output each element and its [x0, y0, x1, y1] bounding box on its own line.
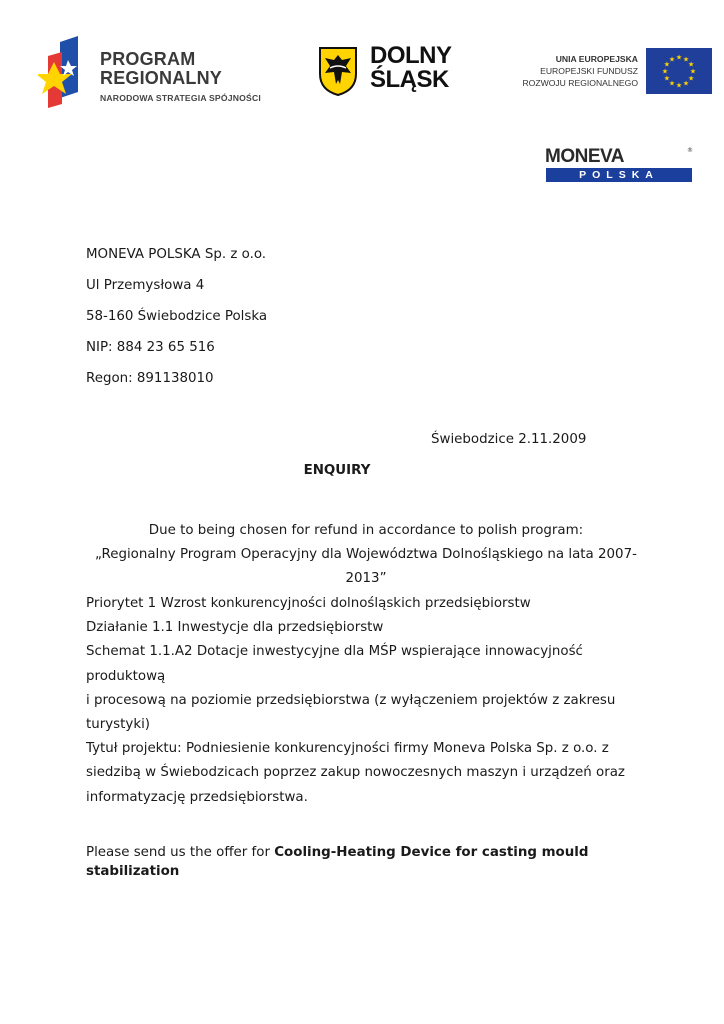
- dolny-slask-logo: [318, 44, 468, 98]
- intro-line: „Regionalny Program Operacyjny dla Województwa Dolnośląskiego na lata 2007-: [95, 547, 637, 563]
- moneva-polska-logo: [545, 147, 695, 183]
- body-line: siedzibą w Świebodzicach poprzez zakup nowoczesnych maszyn i urządzeń oraz: [86, 765, 625, 781]
- eu-star-icon: ★: [682, 79, 690, 88]
- eu-flag-icon: [646, 48, 712, 94]
- logo-text-slask: ŚLĄSK: [370, 66, 449, 93]
- street-address: Ul Przemysłowa 4: [86, 278, 205, 293]
- moneva-logo-sub: POLSKA: [546, 168, 692, 182]
- request-item: Cooling-Heating Device for casting mould: [274, 845, 589, 860]
- body-line: Działanie 1.1 Inwestycje dla przedsiębiorstw: [86, 620, 384, 636]
- body-line: Tytuł projektu: Podniesienie konkurencyjności firmy Moneva Polska Sp. z o.o. z: [86, 741, 609, 757]
- eu-text-line1: UNIA EUROPEJSKA: [555, 54, 638, 64]
- program-details: [86, 592, 646, 810]
- eu-fund-logo: [514, 48, 712, 96]
- body-line: informatyzację przedsiębiorstwa.: [86, 789, 308, 805]
- eu-star-icon: ★: [689, 67, 697, 76]
- logo-text-regionalny: REGIONALNY: [100, 68, 223, 88]
- logo-text-dolny: DOLNY: [370, 42, 452, 69]
- intro-paragraph: [86, 519, 646, 592]
- city-address: 58-160 Świebodzice Polska: [86, 309, 268, 324]
- letter-date: Świebodzice 2.11.2009: [431, 432, 587, 447]
- eu-text-line2: EUROPEJSKI FUNDUSZ: [540, 66, 638, 76]
- body-line: i procesową na poziomie przedsiębiorstwa (z wyłączeniem projektów z zakresu: [86, 692, 616, 708]
- request-prefix: Please send us the offer for: [86, 845, 275, 860]
- body-line: Schemat 1.1.A2 Dotacje inwestycyjne dla MŚP wspierające innowacyjność: [86, 644, 583, 660]
- body-line: Priorytet 1 Wzrost konkurencyjności dolnośląskich przedsiębiorstw: [86, 596, 531, 611]
- eagle-coat-of-arms-icon: [318, 46, 358, 96]
- eu-star-icon: ★: [675, 53, 683, 62]
- moneva-logo-name: MONEVA: [545, 146, 624, 167]
- logo-text-program: PROGRAM: [100, 49, 196, 69]
- body-line: produktową: [86, 668, 166, 684]
- eu-star-icon: ★: [675, 81, 683, 90]
- program-regionalny-logo: [38, 34, 273, 110]
- eu-star-icon: ★: [682, 55, 690, 64]
- intro-line: 2013”: [345, 571, 387, 587]
- logo-subtitle: NARODOWA STRATEGIA SPÓJNOŚCI: [100, 93, 261, 103]
- eu-star-icon: ★: [663, 60, 671, 69]
- regon-number: Regon: 891138010: [86, 371, 214, 386]
- nip-number: NIP: 884 23 65 516: [86, 340, 215, 355]
- request-paragraph: [86, 843, 646, 881]
- document-title: ENQUIRY: [303, 463, 371, 478]
- program-regionalny-emblem-icon: [38, 34, 98, 110]
- eu-star-icon: ★: [661, 67, 669, 76]
- eu-star-icon: ★: [668, 79, 676, 88]
- eu-star-icon: ★: [687, 60, 695, 69]
- registered-mark: ®: [687, 147, 693, 154]
- body-line: turystyki): [86, 717, 151, 733]
- company-name: MONEVA POLSKA Sp. z o.o.: [86, 247, 267, 262]
- intro-line: Due to being chosen for refund in accordance to polish program:: [148, 523, 584, 538]
- request-item-continued: stabilization: [86, 864, 180, 879]
- eu-text-line3: ROZWOJU REGIONALNEGO: [522, 78, 638, 88]
- eu-star-icon: ★: [668, 55, 676, 64]
- eu-star-icon: ★: [687, 74, 695, 83]
- eu-star-icon: ★: [663, 74, 671, 83]
